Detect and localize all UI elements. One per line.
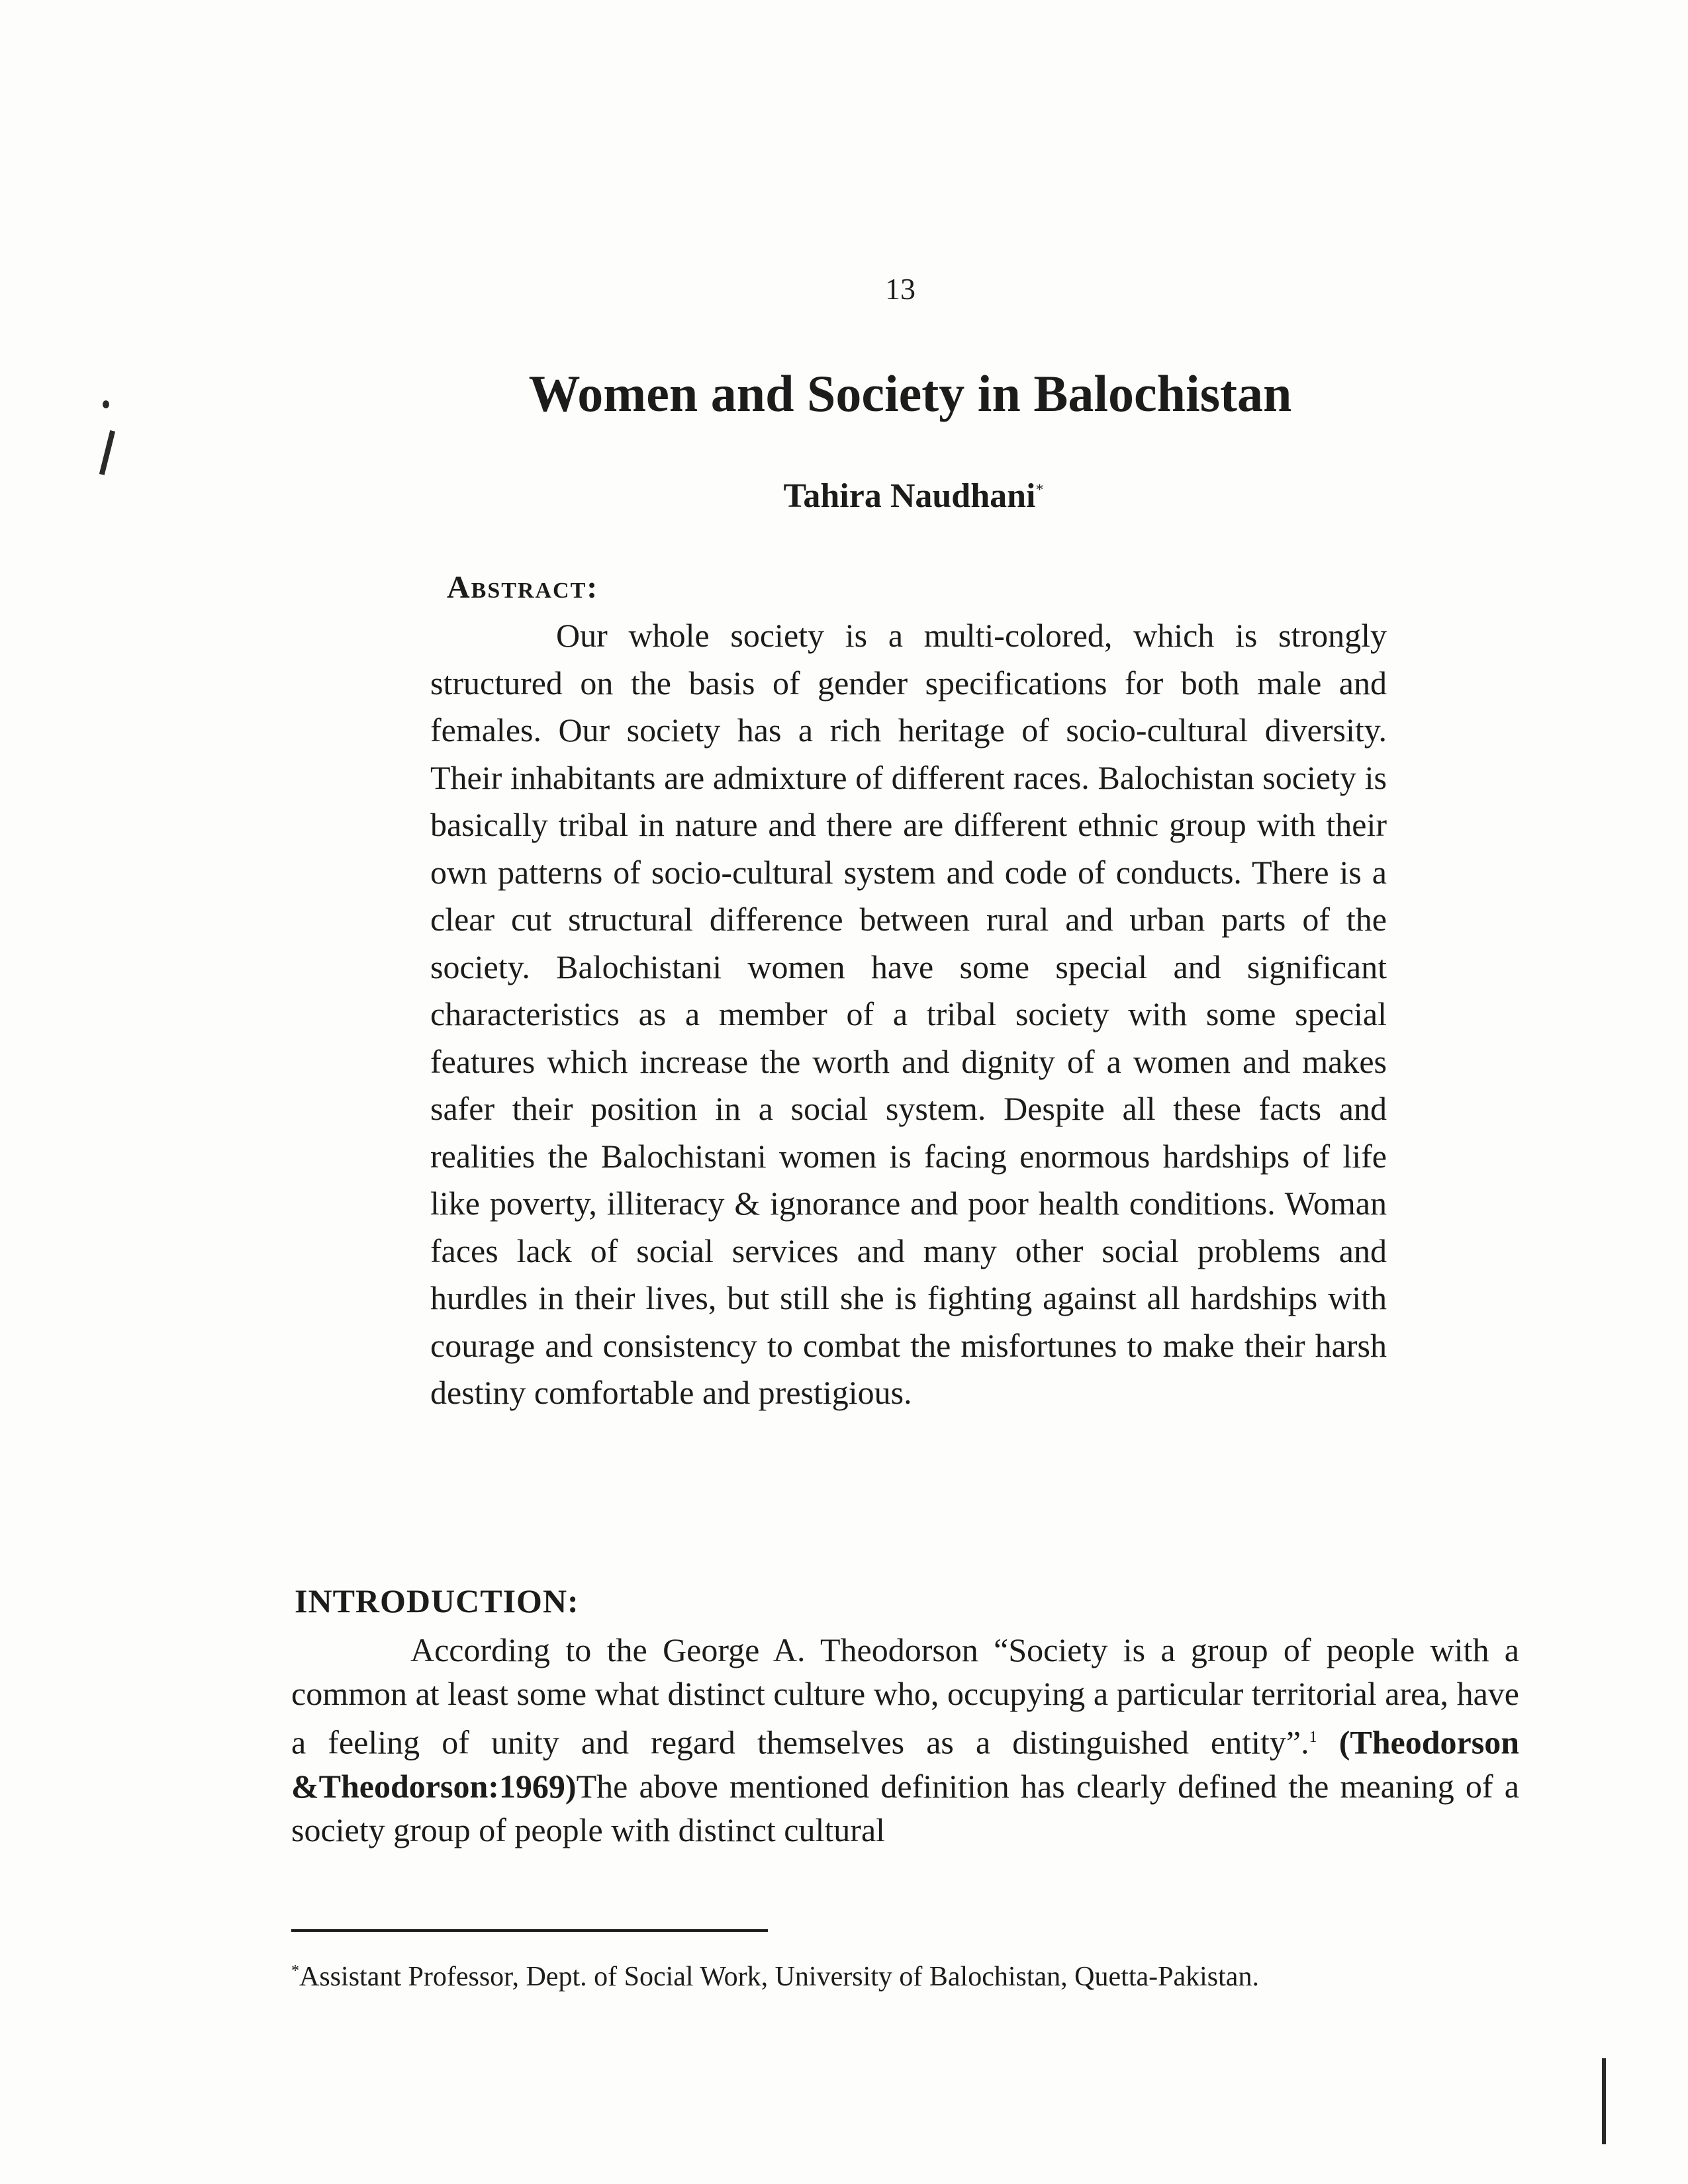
scan-margin-mark	[99, 430, 115, 475]
footnote	[291, 1952, 1549, 1995]
scan-speck	[103, 400, 109, 408]
footnote-divider	[291, 1929, 768, 1932]
introduction-paragraph	[291, 1628, 1519, 1852]
page-number: 13	[885, 272, 915, 306]
scan-edge-mark	[1602, 2058, 1606, 2144]
introduction-heading: INTRODUCTION:	[295, 1582, 579, 1619]
introduction-text: According to the George A. Theodorson “Society is a group of people with a common at least some what distinct culture who, occupying a particular territorial area, have a feeling of unity and regard themselves as a distinguished entity”.	[291, 1631, 1519, 1761]
abstract-body: Our whole society is a multi-colored, which is strongly structured on the basis of gender specifications for both male and females. Our society has a rich heritage of socio-cultural diversity. Their inhabitants are admixture of different races. Balochistan society is basically tribal in nature and there are different ethnic group with their own patterns of socio-cultural system and code of conducts. There is a clear cut structural difference between rural and urban parts of the society. Balochistani women have some special and significant characteristics as a member of a tribal society with some special features which increase the worth and dignity of a women and makes safer their position in a social system. Despite all these facts and realities the Balochistani women is facing enormous hardships of life like poverty, illiteracy & ignorance and poor health conditions. Woman faces lack of social services and many other social problems and hurdles in their lives, but still she is fighting against all hardships with courage and consistency to combat the misfortunes to make their harsh destiny comfortable and prestigious.	[430, 617, 1387, 1411]
abstract-heading	[447, 569, 598, 606]
author-name: Tahira Naudhani	[783, 477, 1036, 515]
abstract-heading-text: Abstract:	[447, 570, 599, 605]
footnote-mark: *	[291, 1962, 299, 1979]
introduction-continuation: The above mentioned definition has clearly defined the meaning of a society group of people with distinct cultural	[291, 1767, 1519, 1848]
article-title: Women and Society in Balochistan	[528, 365, 1292, 422]
footnote-text: Assistant Professor, Dept. of Social Work, University of Balochistan, Quetta-Pakistan.	[299, 1962, 1259, 1992]
author-footnote-mark: *	[1035, 481, 1044, 499]
footnote-reference: 1	[1309, 1729, 1317, 1746]
author-line	[662, 477, 1165, 516]
citation: (Theodorson &Theodorson:1969)	[291, 1723, 1519, 1805]
